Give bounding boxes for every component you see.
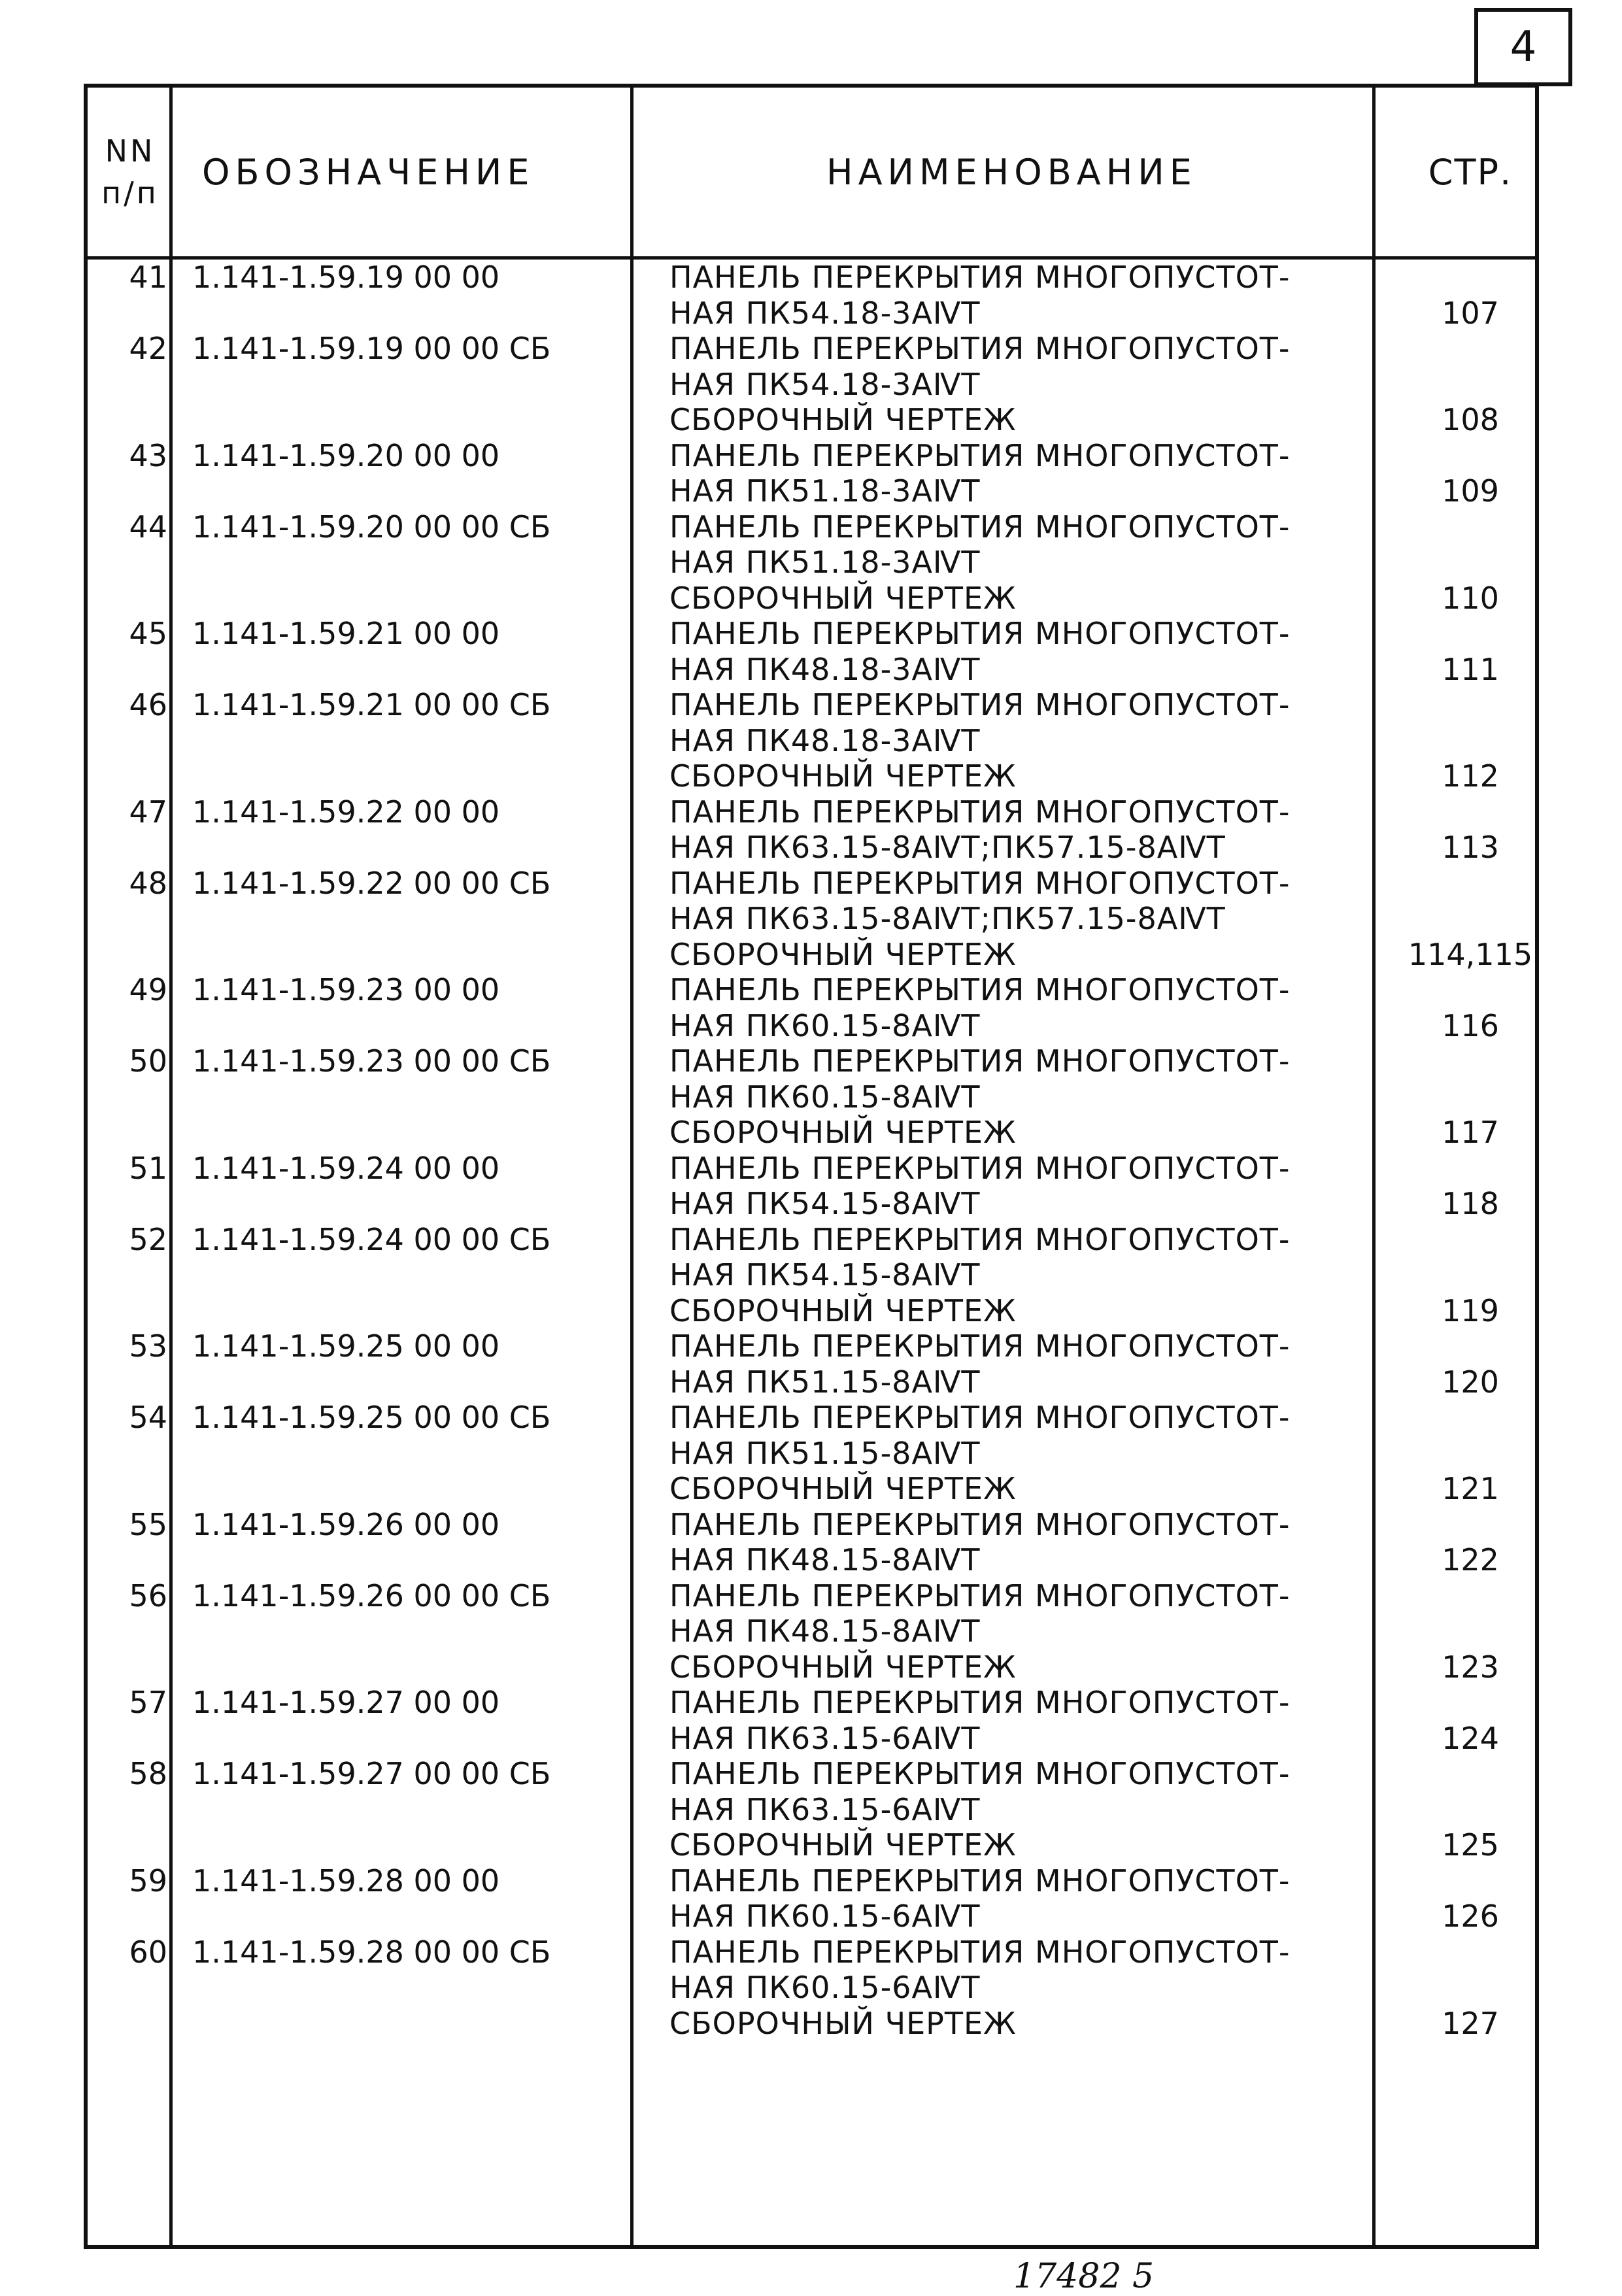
table-row — [88, 1400, 1535, 1436]
row-name: ПАНЕЛЬ ПЕРЕКРЫТИЯ МНОГОПУСТОТ- — [669, 1043, 1291, 1079]
header-page: СТР. — [1428, 151, 1513, 193]
header-num-line1: NN — [105, 133, 156, 169]
table-row — [88, 1222, 1535, 1258]
row-name: НАЯ ПК63.15-8АⅣТ;ПК57.15-8АⅣТ — [669, 901, 1226, 936]
table-row — [88, 866, 1535, 902]
row-page: 112 — [1442, 758, 1499, 794]
row-number: 45 — [129, 616, 167, 651]
row-name: НАЯ ПК60.15-8АⅣТ — [669, 1007, 981, 1043]
table-row — [88, 972, 1535, 1008]
row-name: ПАНЕЛЬ ПЕРЕКРЫТИЯ МНОГОПУСТОТ- — [669, 509, 1291, 545]
row-number: 59 — [129, 1863, 167, 1899]
table-row — [88, 1863, 1535, 1899]
row-name: СБОРОЧНЫЙ ЧЕРТЕЖ — [669, 402, 1017, 437]
table-row — [88, 509, 1535, 545]
row-name: НАЯ ПК54.15-8АⅣТ — [669, 1257, 981, 1292]
table-row — [88, 794, 1535, 830]
footer-note: 17482 5 — [1013, 2257, 1155, 2296]
row-name: НАЯ ПК63.15-6АⅣТ — [669, 1791, 981, 1827]
table-row — [88, 616, 1535, 652]
row-number: 56 — [129, 1578, 167, 1613]
row-name: НАЯ ПК51.18-3АⅣТ — [669, 473, 981, 509]
row-name: НАЯ ПК60.15-6АⅣТ — [669, 1899, 981, 1934]
row-number: 49 — [129, 972, 167, 1007]
row-number: 60 — [129, 1934, 167, 1970]
row-designation: 1.141-1.59.25 00 00 СБ — [192, 1400, 551, 1435]
sheet-number: 4 — [1474, 8, 1572, 86]
row-name: НАЯ ПК60.15-8АⅣТ — [669, 1079, 981, 1115]
row-number: 47 — [129, 794, 167, 830]
row-name: ПАНЕЛЬ ПЕРЕКРЫТИЯ МНОГОПУСТОТ- — [669, 865, 1291, 901]
row-number: 48 — [129, 865, 167, 901]
table-row — [88, 652, 1535, 688]
row-page: 122 — [1442, 1542, 1499, 1578]
row-page: 119 — [1442, 1292, 1499, 1328]
table-row — [88, 295, 1535, 331]
row-page: 117 — [1442, 1115, 1499, 1150]
row-name: НАЯ ПК48.15-8АⅣТ — [669, 1542, 981, 1578]
table-row — [88, 545, 1535, 581]
row-page: 108 — [1442, 402, 1499, 437]
row-name: ПАНЕЛЬ ПЕРЕКРЫТИЯ МНОГОПУСТОТ- — [669, 1328, 1291, 1364]
row-name: НАЯ ПК63.15-8АⅣТ;ПК57.15-8АⅣТ — [669, 830, 1226, 865]
row-number: 43 — [129, 437, 167, 473]
row-page: 107 — [1442, 295, 1499, 331]
row-designation: 1.141-1.59.26 00 00 — [192, 1506, 500, 1542]
row-name: НАЯ ПК48.18-3АⅣТ — [669, 651, 981, 687]
row-name: СБОРОЧНЫЙ ЧЕРТЕЖ — [669, 2005, 1017, 2041]
row-designation: 1.141-1.59.28 00 00 СБ — [192, 1934, 551, 1970]
table-row — [88, 473, 1535, 509]
row-name: НАЯ ПК54.18-3АⅣТ — [669, 366, 981, 402]
row-page: 116 — [1442, 1007, 1499, 1043]
row-name: ПАНЕЛЬ ПЕРЕКРЫТИЯ МНОГОПУСТОТ- — [669, 1400, 1291, 1435]
row-number: 52 — [129, 1221, 167, 1257]
table-row — [88, 402, 1535, 438]
header-row-number — [88, 88, 173, 256]
table-row — [88, 758, 1535, 794]
row-page: 111 — [1442, 651, 1499, 687]
row-number: 42 — [129, 331, 167, 366]
row-number: 53 — [129, 1328, 167, 1364]
row-number: 51 — [129, 1150, 167, 1186]
header-designation: ОБОЗНАЧЕНИЕ — [202, 151, 535, 193]
row-name: ПАНЕЛЬ ПЕРЕКРЫТИЯ МНОГОПУСТОТ- — [669, 972, 1291, 1007]
row-name: ПАНЕЛЬ ПЕРЕКРЫТИЯ МНОГОПУСТОТ- — [669, 331, 1291, 366]
row-name: СБОРОЧНЫЙ ЧЕРТЕЖ — [669, 1649, 1017, 1685]
row-name: ПАНЕЛЬ ПЕРЕКРЫТИЯ МНОГОПУСТОТ- — [669, 1863, 1291, 1899]
table-row — [88, 367, 1535, 403]
row-designation: 1.141-1.59.26 00 00 СБ — [192, 1578, 551, 1613]
row-name: ПАНЕЛЬ ПЕРЕКРЫТИЯ МНОГОПУСТОТ- — [669, 1150, 1291, 1186]
row-designation: 1.141-1.59.23 00 00 СБ — [192, 1043, 551, 1079]
row-name: ПАНЕЛЬ ПЕРЕКРЫТИЯ МНОГОПУСТОТ- — [669, 1578, 1291, 1613]
row-number: 41 — [129, 260, 167, 295]
row-number: 46 — [129, 687, 167, 722]
row-page: 126 — [1442, 1899, 1499, 1934]
row-name: ПАНЕЛЬ ПЕРЕКРЫТИЯ МНОГОПУСТОТ- — [669, 260, 1291, 295]
row-designation: 1.141-1.59.19 00 00 — [192, 260, 500, 295]
row-number: 50 — [129, 1043, 167, 1079]
row-name: ПАНЕЛЬ ПЕРЕКРЫТИЯ МНОГОПУСТОТ- — [669, 1756, 1291, 1791]
table-row — [88, 1613, 1535, 1649]
row-name: НАЯ ПК48.18-3АⅣТ — [669, 722, 981, 758]
row-designation: 1.141-1.59.24 00 00 — [192, 1150, 500, 1186]
table-row — [88, 1934, 1535, 1970]
table-row — [88, 1293, 1535, 1329]
row-designation: 1.141-1.59.22 00 00 СБ — [192, 865, 551, 901]
table-row — [88, 687, 1535, 723]
table-row — [88, 1827, 1535, 1863]
table-row — [88, 1257, 1535, 1293]
row-designation: 1.141-1.59.28 00 00 — [192, 1863, 500, 1899]
row-name: ПАНЕЛЬ ПЕРЕКРЫТИЯ МНОГОПУСТОТ- — [669, 794, 1291, 830]
row-page: 110 — [1442, 580, 1499, 616]
table-row — [88, 1542, 1535, 1578]
row-name: СБОРОЧНЫЙ ЧЕРТЕЖ — [669, 758, 1017, 794]
table-row — [88, 1115, 1535, 1151]
contents-table — [84, 84, 1539, 2249]
row-number: 54 — [129, 1400, 167, 1435]
row-name: НАЯ ПК51.15-8АⅣТ — [669, 1435, 981, 1471]
row-name: СБОРОЧНЫЙ ЧЕРТЕЖ — [669, 580, 1017, 616]
table-row — [88, 1328, 1535, 1364]
row-number: 57 — [129, 1685, 167, 1720]
row-number: 55 — [129, 1506, 167, 1542]
table-row — [88, 1649, 1535, 1685]
table-row — [88, 1721, 1535, 1757]
table-row — [88, 438, 1535, 474]
row-name: НАЯ ПК51.18-3АⅣТ — [669, 545, 981, 580]
row-number: 44 — [129, 509, 167, 545]
row-designation: 1.141-1.59.24 00 00 СБ — [192, 1221, 551, 1257]
row-page: 127 — [1442, 2005, 1499, 2041]
table-row — [88, 1792, 1535, 1828]
row-designation: 1.141-1.59.19 00 00 СБ — [192, 331, 551, 366]
row-page: 113 — [1442, 830, 1499, 865]
row-designation: 1.141-1.59.25 00 00 — [192, 1328, 500, 1364]
row-page: 125 — [1442, 1827, 1499, 1863]
table-row — [88, 581, 1535, 616]
row-page: 123 — [1442, 1649, 1499, 1685]
table-row — [88, 1151, 1535, 1187]
row-name: НАЯ ПК48.15-8АⅣТ — [669, 1613, 981, 1649]
row-page: 114,115 — [1408, 936, 1533, 972]
row-designation: 1.141-1.59.20 00 00 СБ — [192, 509, 551, 545]
row-designation: 1.141-1.59.27 00 00 — [192, 1685, 500, 1720]
row-page: 109 — [1442, 473, 1499, 509]
row-name: НАЯ ПК54.15-8АⅣТ — [669, 1186, 981, 1221]
table-row — [88, 1364, 1535, 1400]
row-name: ПАНЕЛЬ ПЕРЕКРЫТИЯ МНОГОПУСТОТ- — [669, 437, 1291, 473]
row-page: 121 — [1442, 1471, 1499, 1506]
table-row — [88, 1186, 1535, 1222]
row-name: СБОРОЧНЫЙ ЧЕРТЕЖ — [669, 1827, 1017, 1863]
row-name: СБОРОЧНЫЙ ЧЕРТЕЖ — [669, 1115, 1017, 1150]
row-name: СБОРОЧНЫЙ ЧЕРТЕЖ — [669, 1471, 1017, 1506]
row-name: ПАНЕЛЬ ПЕРЕКРЫТИЯ МНОГОПУСТОТ- — [669, 1506, 1291, 1542]
table-row — [88, 1043, 1535, 1079]
table-row — [88, 1578, 1535, 1614]
table-row — [88, 1436, 1535, 1472]
table-row — [88, 1079, 1535, 1115]
header-name: НАИМЕНОВАНИЕ — [826, 151, 1197, 193]
table-row — [88, 1685, 1535, 1721]
row-name: ПАНЕЛЬ ПЕРЕКРЫТИЯ МНОГОПУСТОТ- — [669, 1685, 1291, 1720]
table-row — [88, 1008, 1535, 1044]
table-row — [88, 260, 1535, 295]
table-body — [88, 260, 1535, 2041]
table-row — [88, 723, 1535, 759]
row-number: 58 — [129, 1756, 167, 1791]
table-row — [88, 1756, 1535, 1792]
row-name: СБОРОЧНЫЙ ЧЕРТЕЖ — [669, 1292, 1017, 1328]
row-page: 118 — [1442, 1186, 1499, 1221]
row-name: НАЯ ПК60.15-6АⅣТ — [669, 1970, 981, 2005]
table-row — [88, 1970, 1535, 2006]
table-row — [88, 331, 1535, 367]
table-row — [88, 937, 1535, 973]
row-name: ПАНЕЛЬ ПЕРЕКРЫТИЯ МНОГОПУСТОТ- — [669, 1934, 1291, 1970]
row-designation: 1.141-1.59.27 00 00 СБ — [192, 1756, 551, 1791]
row-page: 124 — [1442, 1720, 1499, 1756]
row-name: ПАНЕЛЬ ПЕРЕКРЫТИЯ МНОГОПУСТОТ- — [669, 1221, 1291, 1257]
row-designation: 1.141-1.59.21 00 00 — [192, 616, 500, 651]
row-designation: 1.141-1.59.21 00 00 СБ — [192, 687, 551, 722]
table-row — [88, 2006, 1535, 2042]
row-designation: 1.141-1.59.23 00 00 — [192, 972, 500, 1007]
row-name: НАЯ ПК54.18-3АⅣТ — [669, 295, 981, 331]
row-name: СБОРОЧНЫЙ ЧЕРТЕЖ — [669, 936, 1017, 972]
table-row — [88, 1471, 1535, 1507]
table-row — [88, 1507, 1535, 1543]
row-designation: 1.141-1.59.22 00 00 — [192, 794, 500, 830]
row-name: ПАНЕЛЬ ПЕРЕКРЫТИЯ МНОГОПУСТОТ- — [669, 616, 1291, 651]
row-name: НАЯ ПК51.15-8АⅣТ — [669, 1364, 981, 1400]
header-num-line2: п/п — [101, 175, 159, 211]
row-designation: 1.141-1.59.20 00 00 — [192, 437, 500, 473]
row-name: НАЯ ПК63.15-6АⅣТ — [669, 1720, 981, 1756]
table-row — [88, 830, 1535, 866]
table-row — [88, 901, 1535, 937]
row-page: 120 — [1442, 1364, 1499, 1400]
row-name: ПАНЕЛЬ ПЕРЕКРЫТИЯ МНОГОПУСТОТ- — [669, 687, 1291, 722]
table-row — [88, 1899, 1535, 1934]
